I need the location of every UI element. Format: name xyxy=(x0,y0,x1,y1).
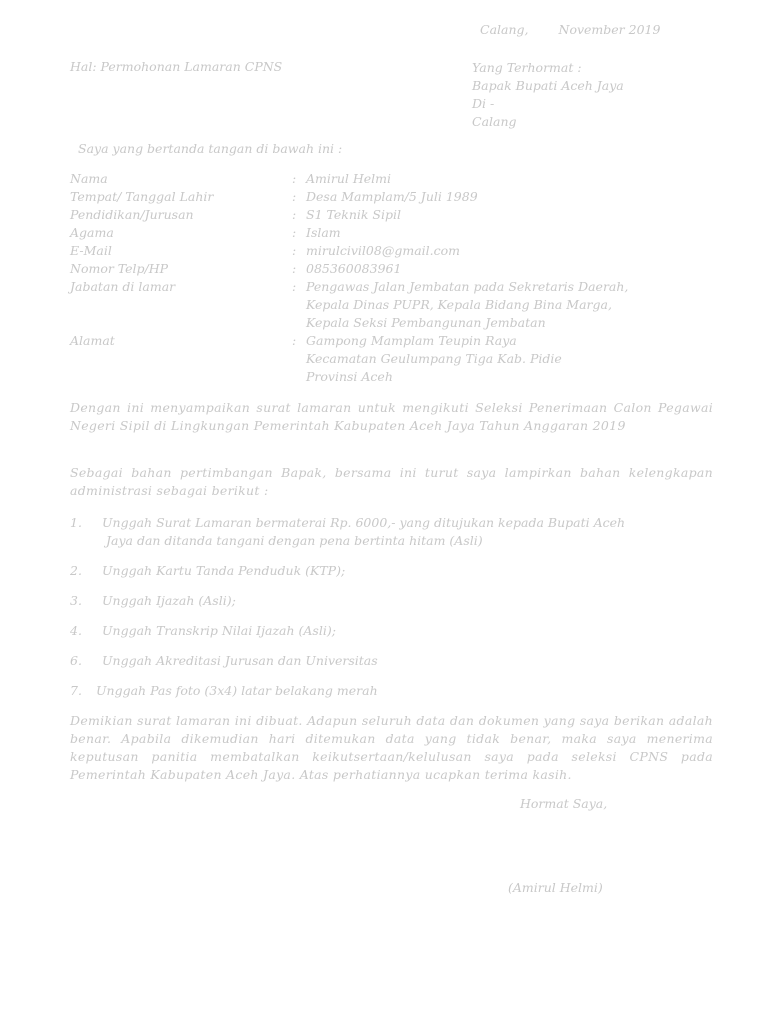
attachment-number: 1. xyxy=(70,515,82,530)
identity-row-phone xyxy=(70,260,710,278)
identity-value: Amirul Helmi xyxy=(306,171,392,186)
position-line: Pengawas Jalan Jembatan pada Sekretaris Daerah, xyxy=(306,279,629,294)
attachment-item xyxy=(70,562,345,580)
colon: : xyxy=(292,279,297,294)
identity-label: Nomor Telp/HP xyxy=(70,261,169,276)
recipient-line: Yang Terhormat : xyxy=(472,60,582,75)
letter-month: November 2019 xyxy=(558,22,661,37)
identity-row-address xyxy=(70,332,710,386)
attachment-item xyxy=(70,682,378,700)
letter-date xyxy=(480,22,660,37)
identity-value: S1 Teknik Sipil xyxy=(306,207,401,222)
attachment-item xyxy=(70,592,236,610)
identity-value xyxy=(306,278,710,332)
signer-name: (Amirul Helmi) xyxy=(508,880,603,895)
identity-row-birth xyxy=(70,188,710,206)
attachment-text: Unggah Surat Lamaran bermaterai Rp. 6000,- yang ditujukan kepada Bupati Aceh xyxy=(102,515,626,530)
identity-label: Jabatan di lamar xyxy=(70,279,176,294)
identity-row-religion xyxy=(70,224,710,242)
identity-table xyxy=(70,170,710,386)
attachment-text-continued: Jaya dan ditanda tangani dengan pena bertinta hitam (Asli) xyxy=(106,533,483,548)
body-paragraph-closing: Demikian surat lamaran ini dibuat. Adapun seluruh data dan dokumen yang saya berikan adalah benar. Apabila dikemudian hari ditemukan data yang tidak benar, maka saya menerima keputusan panitia membatalkan keikutsertaan/kelulusan saya pada seleksi CPNS pada Pemerintah Kabupaten Aceh Jaya. Atas perhatiannya ucapkan terima kasih. xyxy=(70,713,713,782)
identity-value: 085360083961 xyxy=(306,261,402,276)
letter-subject: Hal: Permohonan Lamaran CPNS xyxy=(70,59,283,74)
attachment-item xyxy=(70,622,336,640)
body-paragraph-intro: Dengan ini menyampaikan surat lamaran untuk mengikuti Seleksi Penerimaan Calon Pegawai Negeri Sipil di Lingkungan Pemerintah Kabupaten Aceh Jaya Tahun Anggaran 2019 xyxy=(70,400,713,433)
position-line: Kepala Seksi Pembangunan Jembatan xyxy=(306,315,546,330)
letter-place: Calang, xyxy=(480,22,529,37)
attachment-text: Unggah Kartu Tanda Penduduk (KTP); xyxy=(102,563,346,578)
identity-row-position xyxy=(70,278,710,332)
closing-salutation: Hormat Saya, xyxy=(520,796,608,811)
colon: : xyxy=(292,333,297,348)
identity-label: E-Mail xyxy=(70,243,112,258)
recipient-line: Di - xyxy=(472,96,495,111)
identity-label: Alamat xyxy=(70,333,115,348)
identity-label: Agama xyxy=(70,225,114,240)
colon: : xyxy=(292,243,297,258)
attachment-text: Unggah Akreditasi Jurusan dan Universitas xyxy=(102,653,378,668)
attachment-number: 3. xyxy=(70,593,82,608)
attachment-item xyxy=(70,514,625,550)
colon: : xyxy=(292,207,297,222)
identity-value: Islam xyxy=(306,225,341,240)
address-line: Provinsi Aceh xyxy=(306,369,393,384)
identity-value: Desa Mamplam/5 Juli 1989 xyxy=(306,189,478,204)
opening-line: Saya yang bertanda tangan di bawah ini : xyxy=(78,141,343,156)
recipient-block xyxy=(472,59,624,131)
body-paragraph-attachments: Sebagai bahan pertimbangan Bapak, bersama ini turut saya lampirkan bahan kelengkapan administrasi sebagai berikut : xyxy=(70,465,713,498)
identity-row-education xyxy=(70,206,710,224)
attachment-number: 4. xyxy=(70,623,82,638)
attachment-item xyxy=(70,652,378,670)
position-line: Kepala Dinas PUPR, Kepala Bidang Bina Marga, xyxy=(306,297,612,312)
identity-label: Nama xyxy=(70,171,108,186)
address-line: Kecamatan Geulumpang Tiga Kab. Pidie xyxy=(306,351,562,366)
attachment-number: 2. xyxy=(70,563,82,578)
recipient-line: Calang xyxy=(472,114,517,129)
identity-label: Pendidikan/Jurusan xyxy=(70,207,194,222)
attachment-text: Unggah Transkrip Nilai Ijazah (Asli); xyxy=(102,623,336,638)
attachment-number: 6. xyxy=(70,653,82,668)
attachment-text: Unggah Pas foto (3x4) latar belakang merah xyxy=(96,683,378,698)
colon: : xyxy=(292,189,297,204)
attachment-text: Unggah Ijazah (Asli); xyxy=(102,593,236,608)
identity-row-name xyxy=(70,170,710,188)
colon: : xyxy=(292,225,297,240)
identity-value xyxy=(306,332,710,386)
colon: : xyxy=(292,171,297,186)
attachment-number: 7. xyxy=(70,683,82,698)
identity-label: Tempat/ Tanggal Lahir xyxy=(70,189,214,204)
address-line: Gampong Mamplam Teupin Raya xyxy=(306,333,517,348)
colon: : xyxy=(292,261,297,276)
recipient-line: Bapak Bupati Aceh Jaya xyxy=(472,78,624,93)
identity-value: mirulcivil08@gmail.com xyxy=(306,243,460,258)
identity-row-email xyxy=(70,242,710,260)
